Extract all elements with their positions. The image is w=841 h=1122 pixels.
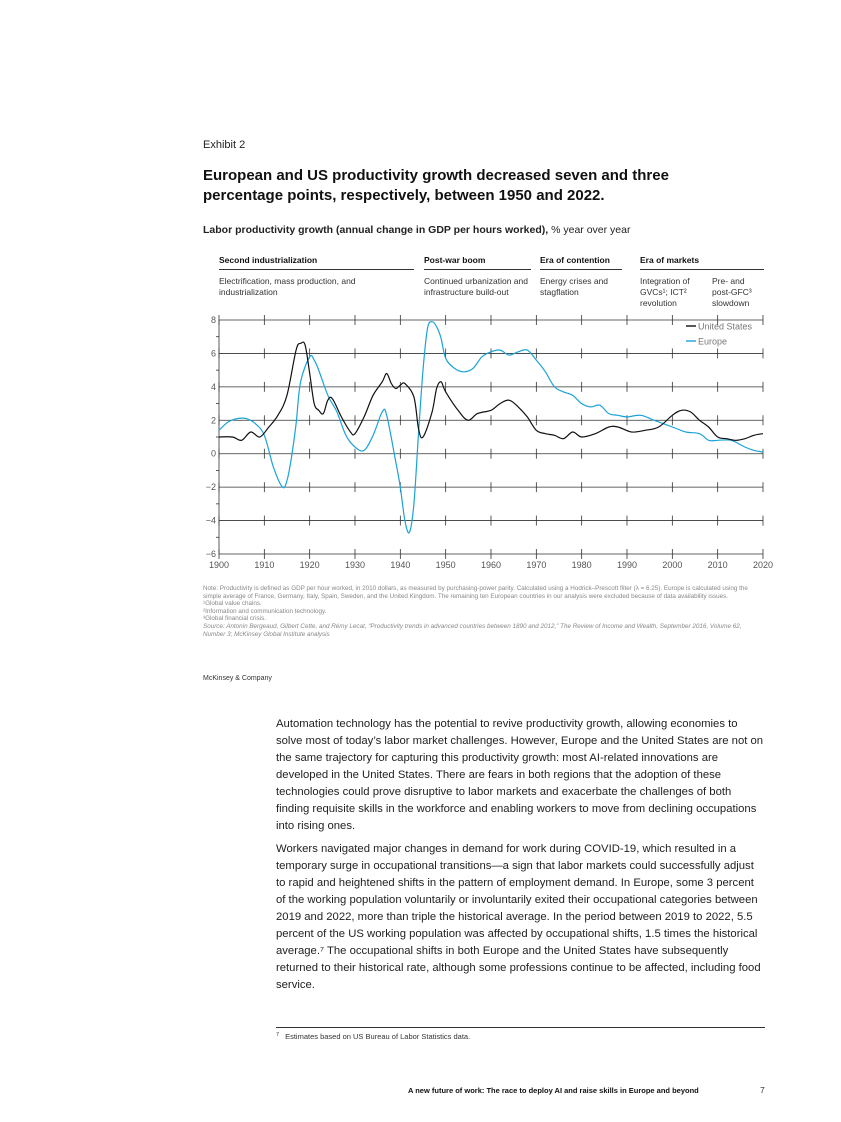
era-title: Era of markets xyxy=(640,255,764,270)
era-desc: Pre- and post-GFC³ slowdown xyxy=(712,276,752,308)
source-note xyxy=(203,623,763,638)
era-title: Post-war boom xyxy=(424,255,531,270)
page-number: 7 xyxy=(760,1085,765,1095)
footnote-3: ³Global financial crisis. xyxy=(203,615,266,623)
era-title: Era of contention xyxy=(540,255,622,270)
y-tick-label: 4 xyxy=(210,381,216,392)
x-tick-label: 1930 xyxy=(344,560,366,570)
x-tick-label: 2000 xyxy=(662,560,683,570)
y-tick-label: 2 xyxy=(210,415,216,426)
exhibit-title: European and US productivity growth decreased seven and three percentage points, respectively, between 1950 and 2022. xyxy=(203,167,669,204)
productivity-chart xyxy=(198,312,774,574)
x-tick-label: 1900 xyxy=(208,560,230,570)
source-suffix: , September 2016, Volume 62, Number 3; McKinsey Global Institute analysis xyxy=(203,622,742,638)
source-journal: The Review of Income and Wealth xyxy=(560,622,657,630)
y-tick-label: 0 xyxy=(210,448,216,459)
y-tick-label: −2 xyxy=(205,482,216,493)
chart-note: Note: Productivity is defined as GDP per hour worked, in 2010 dollars, as measured by purchasing-power parity. Calculated using a Hodrick–Prescott filter (λ = 6.25). Europe is calculated using the simple average of France, Germany, Italy, Spain, Sweden, and the United Kingdom. The remaining ten European countries in our analysis were excluded because of data availability issues. xyxy=(203,585,748,600)
y-tick-label: 8 xyxy=(210,315,216,325)
x-tick-label: 1990 xyxy=(616,560,638,570)
footnote-2: ²Information and communication technology. xyxy=(203,607,327,615)
footnote-divider xyxy=(276,1027,765,1028)
era-desc: Continued urbanization and infrastructure build-out xyxy=(424,276,528,297)
era-title: Second industrialization xyxy=(219,255,414,270)
era-desc: Integration of GVCs¹; ICT² revolution xyxy=(640,276,690,308)
body-text xyxy=(276,716,766,1000)
x-tick-label: 1950 xyxy=(435,560,456,570)
running-footer: A new future of work: The race to deploy AI and raise skills in Europe and beyond xyxy=(408,1086,699,1095)
footnote-text: Estimates based on US Bureau of Labor Statistics data. xyxy=(285,1032,471,1041)
footnote-1: ¹Global value chains. xyxy=(203,600,262,608)
era-headers xyxy=(219,255,764,315)
y-tick-label: 6 xyxy=(210,348,216,359)
chart-subtitle-unit: % year over year xyxy=(548,224,631,236)
era-desc: Electrification, mass production, and industrialization xyxy=(219,276,356,297)
footnote-number: 7 xyxy=(276,1032,280,1038)
chart-subtitle xyxy=(203,224,630,236)
brand-label: McKinsey & Company xyxy=(203,675,272,682)
legend-label: Europe xyxy=(698,336,728,347)
x-tick-label: 2010 xyxy=(707,560,728,570)
x-tick-label: 1970 xyxy=(526,560,547,570)
x-tick-label: 1960 xyxy=(480,560,502,570)
x-tick-label: 1910 xyxy=(254,560,275,570)
chart-subtitle-bold: Labor productivity growth (annual change in GDP per hours worked), xyxy=(203,224,549,236)
legend-label: United States xyxy=(698,321,753,332)
era-desc: Energy crises and stagflation xyxy=(540,276,609,297)
footnote-7 xyxy=(276,1032,470,1041)
source-prefix: Source: Antonin Bergeaud, Gilbert Cette, and Rémy Lecat, “Productivity trends in advanced countries between 1890 and 2012,” xyxy=(203,622,561,630)
exhibit-label: Exhibit 2 xyxy=(203,139,246,151)
chart-notes xyxy=(203,585,763,638)
body-paragraph: Workers navigated major changes in demand for work during COVID-19, which resulted in a temporary surge in occupational transitions—a sign that labor markets could successfully adjust to rapid and heightened shifts in the pattern of employment demand. In Europe, some 3 percent of the working population voluntarily or involuntarily exited their occupational categories between 2019 and 2022, more than triple the historical average. In the period between 2019 to 2022, 5.5 percent of the US working population was affected by occupational shifts, 1.5 times the historical average.⁷ The occupational shifts in both Europe and the United States have subsequently returned to their historical rate, although some professions continue to be affected, including food service. xyxy=(276,843,761,991)
body-paragraph: Automation technology has the potential to revive productivity growth, allowing economies to solve most of today’s labor market challenges. However, Europe and the United States are not on the same trajectory for capturing this productivity growth: most AI-related innovations are developed in the United States. There are fears in both regions that the adoption of these technologies could prove disruptive to labor markets and exacerbate the challenges of both finding requisite skills in the workforce and enabling workers to move from declining occupations into rising ones. xyxy=(276,718,764,832)
x-tick-label: 1940 xyxy=(390,560,411,570)
x-tick-label: 2020 xyxy=(752,560,774,570)
y-tick-label: −4 xyxy=(205,515,216,526)
y-tick-label: −6 xyxy=(205,549,216,559)
x-tick-label: 1920 xyxy=(299,560,320,570)
x-tick-label: 1980 xyxy=(571,560,592,570)
